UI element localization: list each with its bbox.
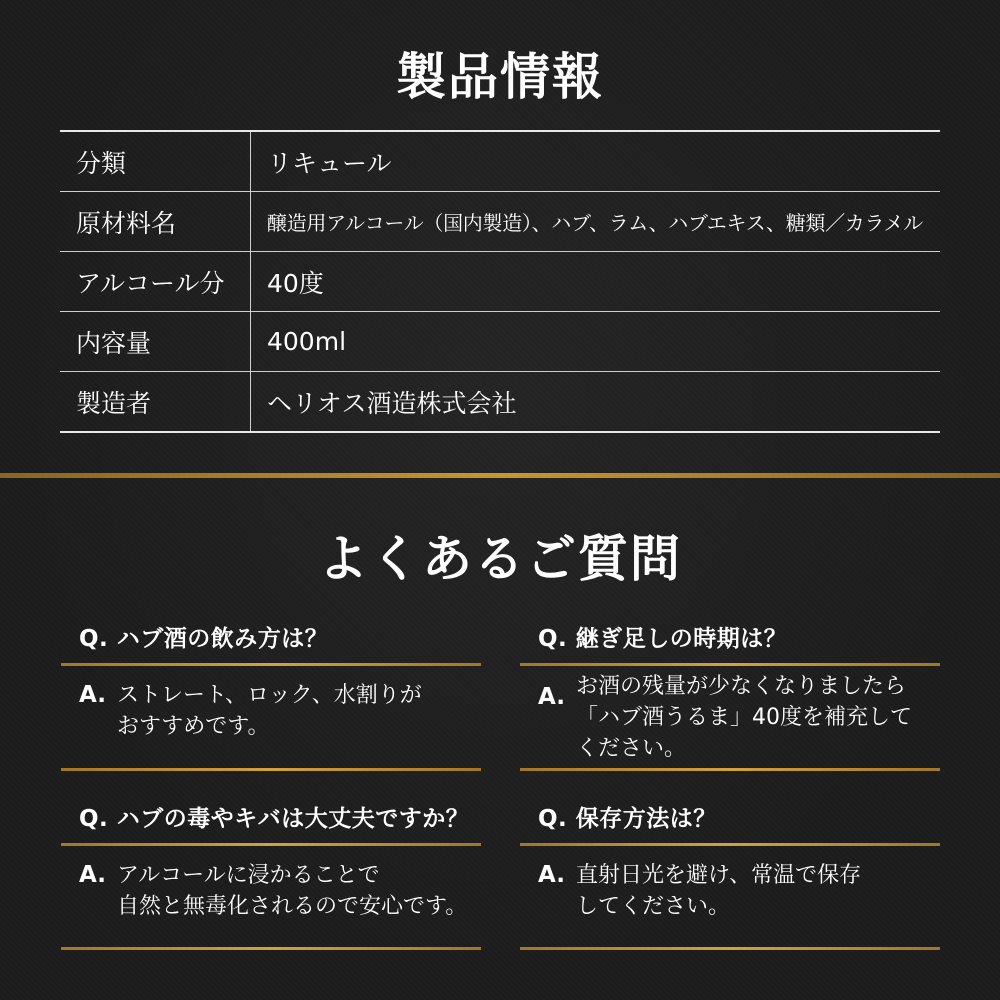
faq-answer bbox=[117, 860, 467, 922]
product-info-title: 製品情報 bbox=[396, 48, 604, 106]
faq-question: Q. ハブ酒の飲み方は？ bbox=[79, 626, 329, 652]
faq-answer-line: アルコールに浸かることで bbox=[117, 863, 380, 888]
faq-title: よくあるご質問 bbox=[318, 530, 682, 588]
spec-row bbox=[60, 131, 940, 192]
spec-row bbox=[60, 252, 940, 312]
spec-row bbox=[60, 312, 940, 372]
faq-divider bbox=[520, 768, 940, 771]
spec-label: 原材料名 bbox=[60, 192, 251, 252]
spec-label: 内容量 bbox=[60, 312, 251, 372]
spec-value: 40度 bbox=[251, 252, 941, 312]
faq-divider bbox=[520, 663, 940, 666]
faq-question: Q. 保存方法は？ bbox=[538, 806, 717, 832]
spec-row bbox=[60, 372, 940, 433]
faq-answer-line: してください。 bbox=[576, 894, 731, 919]
faq-divider bbox=[61, 947, 481, 950]
faq-answer-line: 「ハブ酒うるま」40度を補充して bbox=[576, 705, 912, 730]
faq-divider bbox=[520, 947, 940, 950]
section-divider bbox=[0, 473, 1000, 478]
faq-question: Q. ハブの毒やキバは大丈夫ですか？ bbox=[79, 806, 470, 832]
faq-divider bbox=[61, 768, 481, 771]
faq-divider bbox=[61, 663, 481, 666]
faq-answer-line: おすすめです。 bbox=[117, 714, 270, 739]
product-spec-table bbox=[60, 130, 940, 433]
faq-divider bbox=[61, 843, 481, 846]
spec-value: 醸造用アルコール（国内製造）、ハブ、ラム、ハブエキス、糖類／カラメル bbox=[251, 192, 941, 252]
faq-divider bbox=[520, 843, 940, 846]
spec-value: リキュール bbox=[251, 131, 941, 192]
spec-label: アルコール分 bbox=[60, 252, 251, 312]
faq-answer-line: ストレート、ロック、水割りが bbox=[117, 683, 422, 708]
faq-question: Q. 継ぎ足しの時期は？ bbox=[538, 626, 788, 652]
faq-answer-mark: A. bbox=[538, 684, 565, 710]
faq-answer bbox=[117, 680, 422, 742]
faq-answer-line: 直射日光を避け、常温で保存 bbox=[576, 863, 862, 888]
faq-answer-line: 自然と無毒化されるので安心です。 bbox=[117, 894, 468, 919]
faq-answer-line: ください。 bbox=[576, 736, 687, 761]
faq-answer bbox=[576, 671, 912, 764]
spec-label: 分類 bbox=[60, 131, 251, 192]
faq-answer-mark: A. bbox=[79, 862, 106, 888]
faq-answer-line: お酒の残量が少なくなりましたら bbox=[576, 674, 907, 699]
faq-answer-mark: A. bbox=[538, 862, 565, 888]
spec-value: 400ml bbox=[251, 312, 941, 372]
spec-label: 製造者 bbox=[60, 372, 251, 433]
faq-answer-mark: A. bbox=[79, 682, 106, 708]
spec-row bbox=[60, 192, 940, 252]
spec-value: ヘリオス酒造株式会社 bbox=[267, 388, 517, 418]
faq-answer bbox=[576, 860, 861, 922]
